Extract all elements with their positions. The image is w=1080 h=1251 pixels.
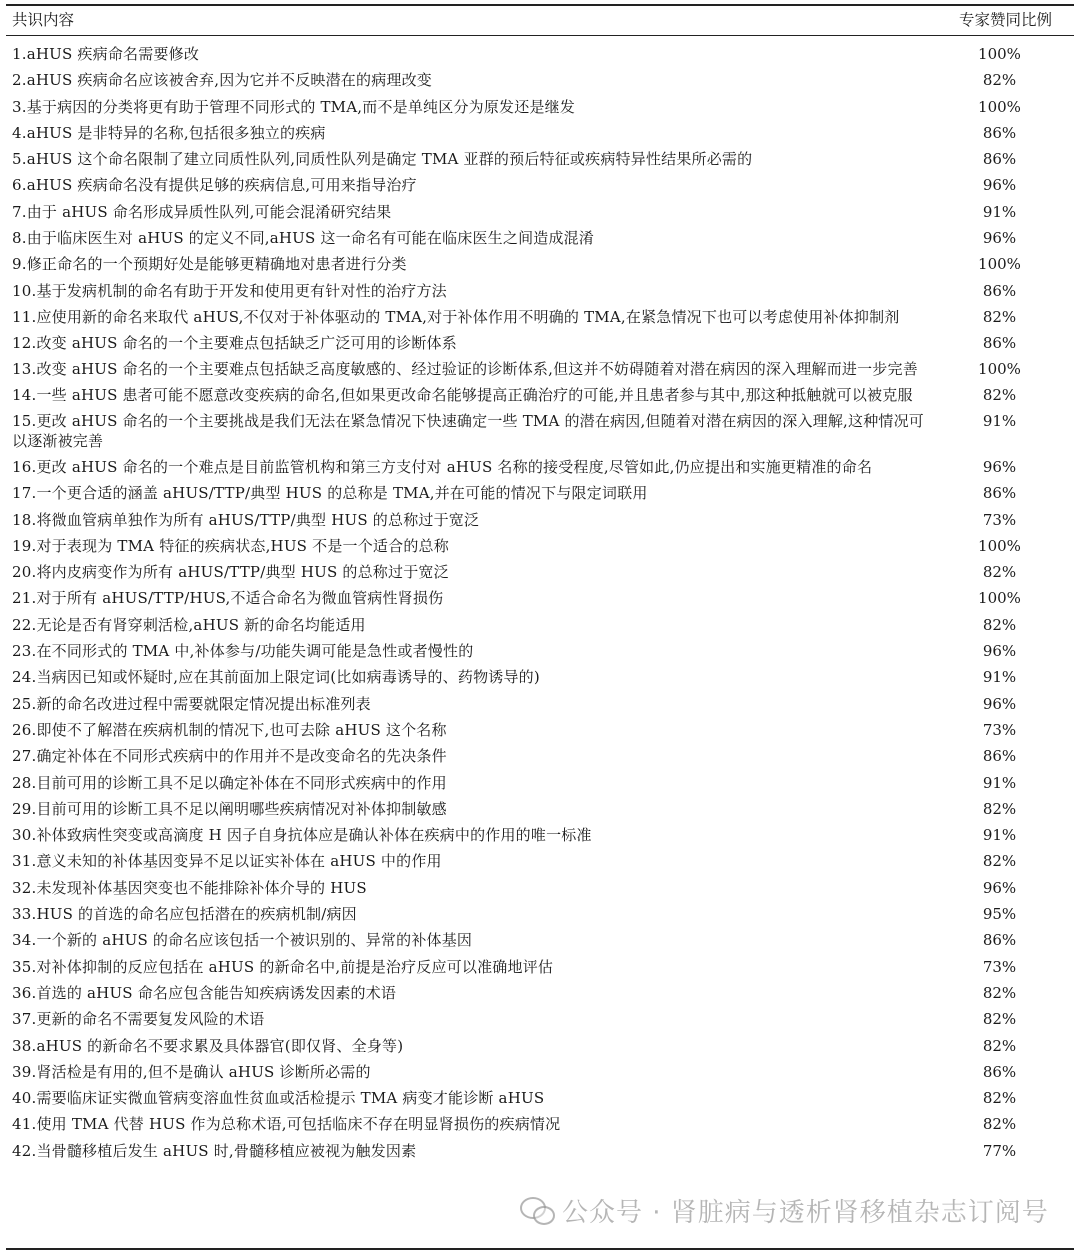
table-row — [0, 612, 1080, 638]
agreement-ratio: 86% — [982, 747, 1017, 766]
consensus-table-body — [0, 41, 1080, 1164]
column-header-ratio: 专家赞同比例 — [958, 11, 1052, 29]
table-row — [0, 172, 1080, 198]
consensus-statement: 23.在不同形式的 TMA 中,补体参与/功能失调可能是急性或者慢性的 — [12, 642, 474, 661]
agreement-ratio: 96% — [982, 694, 1017, 713]
table-row — [0, 408, 1080, 454]
consensus-statement: 33.HUS 的首选的命名应包括潜在的疾病机制/病因 — [12, 905, 357, 924]
agreement-ratio: 77% — [982, 1141, 1017, 1160]
agreement-ratio: 82% — [982, 1089, 1017, 1108]
agreement-ratio: 82% — [982, 1115, 1017, 1134]
consensus-statement: 10.基于发病机制的命名有助于开发和使用更有针对性的治疗方法 — [12, 281, 447, 300]
table-row — [0, 1085, 1080, 1111]
table-row — [0, 585, 1080, 611]
table-row — [0, 382, 1080, 408]
agreement-ratio: 86% — [982, 150, 1017, 169]
table-row — [0, 664, 1080, 690]
consensus-statement: 25.新的命名改进过程中需要就限定情况提出标准列表 — [12, 694, 371, 713]
consensus-statement: 21.对于所有 aHUS/TTP/HUS,不适合命名为微血管病性肾损伤 — [12, 589, 444, 608]
table-row — [0, 225, 1080, 251]
table-row — [0, 41, 1080, 67]
agreement-ratio: 100% — [978, 45, 1021, 63]
consensus-statement: 15.更改 aHUS 命名的一个主要挑战是我们无法在紧急情况下快速确定一些 TMA 的潜在病因,但随着对潜在病因的深入理解,这种情况可以逐渐被完善 — [12, 412, 925, 451]
table-row — [0, 901, 1080, 927]
table-row — [0, 533, 1080, 559]
table-row — [0, 1033, 1080, 1059]
consensus-statement: 31.意义未知的补体基因变异不足以证实补体在 aHUS 中的作用 — [12, 852, 442, 871]
consensus-statement: 2.aHUS 疾病命名应该被舍弃,因为它并不反映潜在的病理改变 — [12, 71, 432, 90]
agreement-ratio: 96% — [982, 229, 1017, 248]
watermark — [520, 1190, 1049, 1230]
consensus-statement: 32.未发现补体基因突变也不能排除补体介导的 HUS — [12, 878, 367, 897]
table-row — [0, 954, 1080, 980]
consensus-statement: 14.一些 aHUS 患者可能不愿意改变疾病的命名,但如果更改命名能够提高正确治疗的可能,并且患者参与其中,那这种抵触就可以被克服 — [12, 386, 913, 405]
consensus-statement: 30.补体致病性突变或高滴度 H 因子自身抗体应是确认补体在疾病中的作用的唯一标准 — [12, 826, 592, 845]
agreement-ratio: 82% — [982, 852, 1017, 871]
consensus-statement: 18.将微血管病单独作为所有 aHUS/TTP/典型 HUS 的总称过于宽泛 — [12, 510, 480, 529]
consensus-statement: 9.修正命名的一个预期好处是能够更精确地对患者进行分类 — [12, 255, 407, 274]
consensus-statement: 40.需要临床证实微血管病变溶血性贫血或活检提示 TMA 病变才能诊断 aHUS — [12, 1089, 545, 1108]
table-row — [0, 559, 1080, 585]
consensus-statement: 24.当病因已知或怀疑时,应在其前面加上限定词(比如病毒诱导的、药物诱导的) — [12, 668, 540, 687]
consensus-statement: 27.确定补体在不同形式疾病中的作用并不是改变命名的先决条件 — [12, 747, 447, 766]
table-row — [0, 1059, 1080, 1085]
consensus-statement: 35.对补体抑制的反应包括在 aHUS 的新命名中,前提是治疗反应可以准确地评估 — [12, 957, 554, 976]
table-row — [0, 480, 1080, 506]
table-row — [0, 848, 1080, 874]
consensus-statement: 4.aHUS 是非特异的名称,包括很多独立的疾病 — [12, 123, 326, 142]
table-row — [0, 980, 1080, 1006]
consensus-statement: 7.由于 aHUS 命名形成异质性队列,可能会混淆研究结果 — [12, 202, 392, 221]
agreement-ratio: 91% — [982, 773, 1017, 792]
table-row — [0, 278, 1080, 304]
consensus-statement: 22.无论是否有肾穿刺活检,aHUS 新的命名均能适用 — [12, 615, 366, 634]
table-row — [0, 330, 1080, 356]
agreement-ratio: 73% — [982, 720, 1017, 739]
table-row — [0, 507, 1080, 533]
agreement-ratio: 82% — [982, 983, 1017, 1002]
table-row — [0, 638, 1080, 664]
consensus-statement: 39.肾活检是有用的,但不是确认 aHUS 诊断所必需的 — [12, 1062, 371, 1081]
agreement-ratio: 95% — [982, 905, 1017, 924]
agreement-ratio: 91% — [982, 412, 1017, 431]
consensus-statement: 3.基于病因的分类将更有助于管理不同形式的 TMA,而不是单纯区分为原发还是继发 — [12, 97, 576, 116]
agreement-ratio: 73% — [982, 510, 1017, 529]
consensus-statement: 20.将内皮病变作为所有 aHUS/TTP/典型 HUS 的总称过于宽泛 — [12, 563, 449, 582]
consensus-statement: 29.目前可用的诊断工具不足以阐明哪些疾病情况对补体抑制敏感 — [12, 799, 447, 818]
agreement-ratio: 86% — [982, 123, 1017, 142]
consensus-statement: 12.改变 aHUS 命名的一个主要难点包括缺乏广泛可用的诊断体系 — [12, 333, 457, 352]
consensus-statement: 5.aHUS 这个命名限制了建立同质性队列,同质性队列是确定 TMA 亚群的预后特征或疾病特异性结果所必需的 — [12, 150, 753, 169]
agreement-ratio: 73% — [982, 957, 1017, 976]
watermark-text: 公众号 · 肾脏病与透析肾移植杂志订阅号 — [562, 1197, 1049, 1228]
agreement-ratio: 82% — [982, 1036, 1017, 1055]
table-row — [0, 251, 1080, 277]
consensus-statement: 41.使用 TMA 代替 HUS 作为总称术语,可包括临床不存在明显肾损伤的疾病情况 — [12, 1115, 561, 1134]
agreement-ratio: 91% — [982, 668, 1017, 687]
consensus-statement: 34.一个新的 aHUS 的命名应该包括一个被识别的、异常的补体基因 — [12, 931, 473, 950]
consensus-statement: 8.由于临床医生对 aHUS 的定义不同,aHUS 这一命名有可能在临床医生之间造成混淆 — [12, 229, 595, 248]
consensus-statement: 13.改变 aHUS 命名的一个主要难点包括缺乏高度敏感的、经过验证的诊断体系,但这并不妨碍随着对潜在病因的深入理解而进一步完善 — [12, 360, 918, 379]
consensus-statement: 28.目前可用的诊断工具不足以确定补体在不同形式疾病中的作用 — [12, 773, 447, 792]
agreement-ratio: 96% — [982, 642, 1017, 661]
agreement-ratio: 82% — [982, 1010, 1017, 1029]
consensus-statement: 1.aHUS 疾病命名需要修改 — [12, 45, 200, 63]
column-header-content: 共识内容 — [12, 11, 75, 29]
table-row — [0, 1138, 1080, 1164]
consensus-statement: 19.对于表现为 TMA 特征的疾病状态,HUS 不是一个适合的总称 — [12, 536, 449, 555]
agreement-ratio: 96% — [982, 878, 1017, 897]
table-row — [0, 927, 1080, 953]
table-row — [0, 1006, 1080, 1032]
table-row — [0, 1111, 1080, 1137]
table-row — [0, 304, 1080, 330]
table-row — [0, 743, 1080, 769]
agreement-ratio: 91% — [982, 826, 1017, 845]
table-row — [0, 94, 1080, 120]
agreement-ratio: 100% — [978, 255, 1021, 274]
table-top-rule — [6, 4, 1074, 6]
table-row — [0, 146, 1080, 172]
table-header-rule — [6, 35, 1074, 36]
table-row — [0, 199, 1080, 225]
agreement-ratio: 82% — [982, 386, 1017, 405]
agreement-ratio: 96% — [982, 458, 1017, 477]
table-row — [0, 67, 1080, 93]
table-row — [0, 454, 1080, 480]
table-row — [0, 717, 1080, 743]
consensus-statement: 26.即使不了解潜在疾病机制的情况下,也可去除 aHUS 这个名称 — [12, 720, 447, 739]
table-row — [0, 120, 1080, 146]
consensus-statement: 37.更新的命名不需要复发风险的术语 — [12, 1010, 265, 1029]
agreement-ratio: 86% — [982, 931, 1017, 950]
agreement-ratio: 82% — [982, 563, 1017, 582]
agreement-ratio: 86% — [982, 1062, 1017, 1081]
agreement-ratio: 82% — [982, 307, 1017, 326]
agreement-ratio: 82% — [982, 799, 1017, 818]
agreement-ratio: 100% — [978, 97, 1021, 116]
consensus-statement: 17.一个更合适的涵盖 aHUS/TTP/典型 HUS 的总称是 TMA,并在可能的情况下与限定词联用 — [12, 484, 648, 503]
agreement-ratio: 91% — [982, 202, 1017, 221]
agreement-ratio: 82% — [982, 71, 1017, 90]
agreement-ratio: 82% — [982, 615, 1017, 634]
agreement-ratio: 100% — [978, 536, 1021, 555]
table-row — [0, 356, 1080, 382]
table-row — [0, 875, 1080, 901]
agreement-ratio: 100% — [978, 360, 1021, 379]
agreement-ratio: 86% — [982, 333, 1017, 352]
table-bottom-rule — [6, 1248, 1074, 1250]
agreement-ratio: 86% — [982, 484, 1017, 503]
agreement-ratio: 100% — [978, 589, 1021, 608]
table-row — [0, 691, 1080, 717]
consensus-statement: 6.aHUS 疾病命名没有提供足够的疾病信息,可用来指导治疗 — [12, 176, 417, 195]
agreement-ratio: 96% — [982, 176, 1017, 195]
agreement-ratio: 86% — [982, 281, 1017, 300]
table-row — [0, 770, 1080, 796]
table-row — [0, 822, 1080, 848]
consensus-statement: 11.应使用新的命名来取代 aHUS,不仅对于补体驱动的 TMA,对于补体作用不明确的 TMA,在紧急情况下也可以考虑使用补体抑制剂 — [12, 307, 900, 326]
consensus-statement: 16.更改 aHUS 命名的一个难点是目前监管机构和第三方支付对 aHUS 名称的接受程度,尽管如此,仍应提出和实施更精准的命名 — [12, 458, 873, 477]
consensus-statement: 38.aHUS 的新命名不要求累及具体器官(即仅肾、全身等) — [12, 1036, 404, 1055]
consensus-statement: 36.首选的 aHUS 命名应包含能告知疾病诱发因素的术语 — [12, 983, 397, 1002]
consensus-statement: 42.当骨髓移植后发生 aHUS 时,骨髓移植应被视为触发因素 — [12, 1141, 417, 1160]
wechat-icon — [520, 1195, 554, 1225]
table-row — [0, 796, 1080, 822]
